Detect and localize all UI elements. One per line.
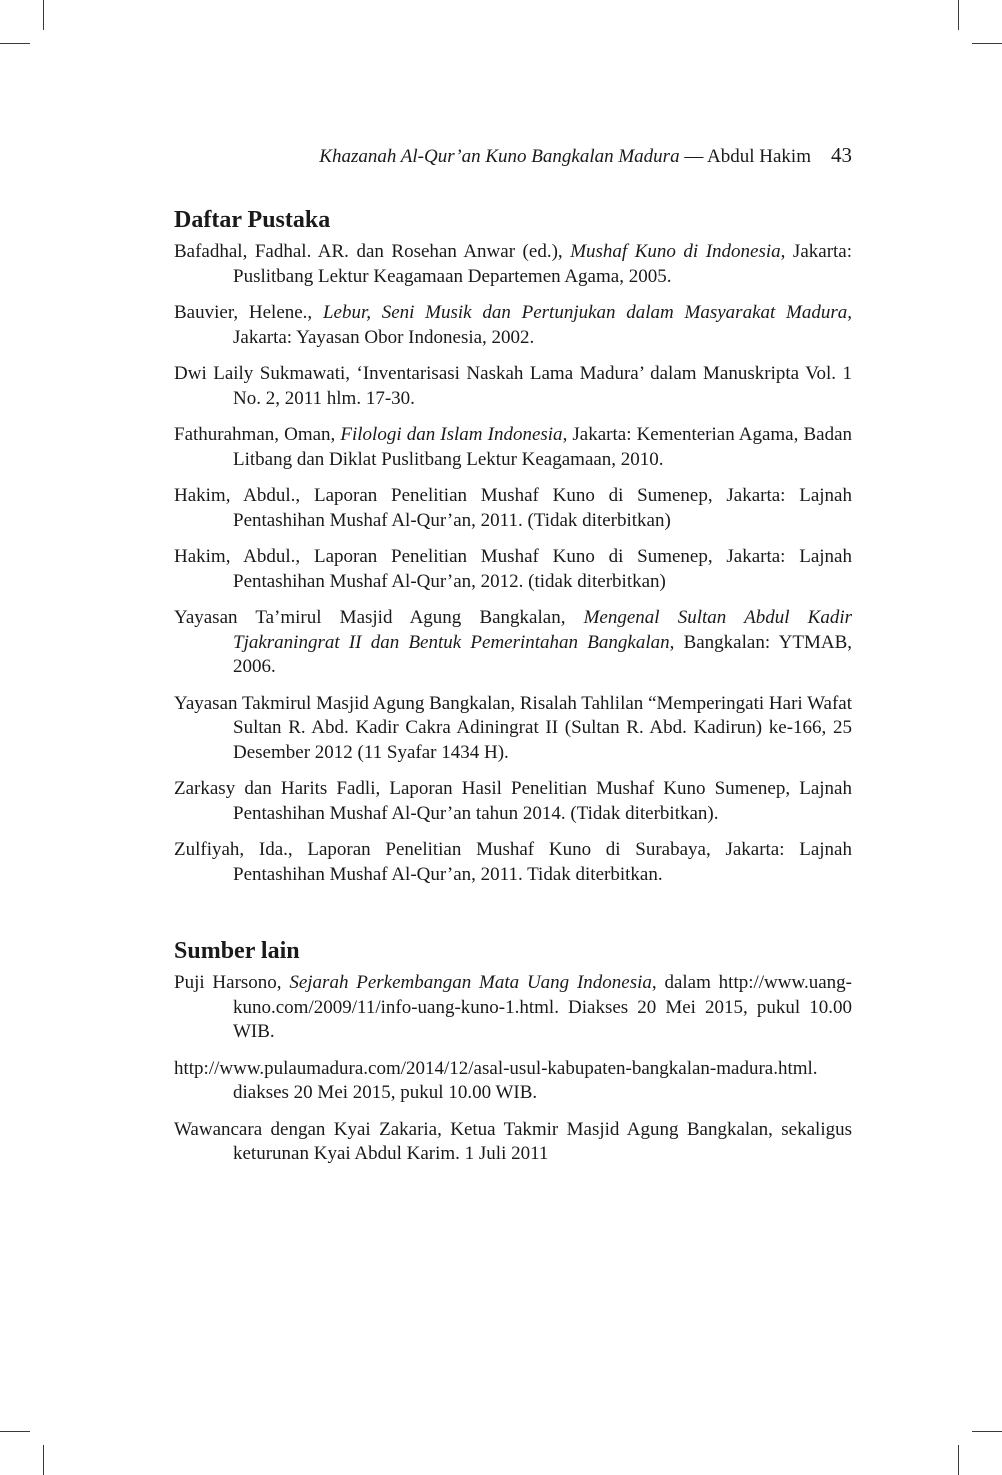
reference-entry: Yayasan Ta’mirul Masjid Agung Bangkalan, Mengenal Sultan Abdul Kadir Tjakraningrat II dan Bentuk Pemerintahan Bangkalan, Bangkalan: YTMAB, 2006. bbox=[174, 607, 852, 677]
reference-entry: http://www.pulaumadura.com/2014/12/asal-usul-kabupaten-bangkalan-madura.html. diakses 20 Mei 2015, pukul 10.00 WIB. bbox=[174, 1057, 818, 1103]
running-head bbox=[319, 142, 852, 170]
crop-mark bbox=[0, 43, 30, 44]
crop-mark bbox=[972, 43, 1002, 44]
reference-entry: Zulfiyah, Ida., Laporan Penelitian Mushaf Kuno di Surabaya, Jakarta: Lajnah Pentashihan Mushaf Al-Qur’an, 2011. Tidak diterbitkan. bbox=[174, 839, 852, 885]
crop-mark bbox=[0, 1431, 30, 1432]
reference-entry: Hakim, Abdul., Laporan Penelitian Mushaf Kuno di Sumenep, Jakarta: Lajnah Pentashihan Mushaf Al-Qur’an, 2011. (Tidak diterbitkan) bbox=[174, 485, 852, 531]
reference-entry: Bauvier, Helene., Lebur, Seni Musik dan Pertunjukan dalam Masyarakat Madura, Jakarta: Yayasan Obor Indonesia, 2002. bbox=[174, 302, 853, 348]
page-number: 43 bbox=[831, 143, 852, 167]
crop-mark bbox=[972, 1431, 1002, 1432]
crop-mark bbox=[958, 0, 959, 30]
author-name: Abdul Hakim bbox=[707, 146, 811, 167]
reference-entry: Dwi Laily Sukmawati, ‘Inventarisasi Naskah Lama Madura’ dalam Manuskripta Vol. 1 No. 2, 2011 hlm. 17-30. bbox=[174, 363, 852, 409]
title-separator: — bbox=[679, 146, 708, 167]
reference-entry: Bafadhal, Fadhal. AR. dan Rosehan Anwar (ed.), Mushaf Kuno di Indonesia, Jakarta: Puslitbang Lektur Keagamaan Departemen Agama, 2005. bbox=[174, 241, 853, 287]
crop-mark bbox=[958, 1445, 959, 1475]
section-heading: Sumber lain bbox=[174, 938, 300, 964]
page-content bbox=[174, 204, 852, 1179]
section-heading: Daftar Pustaka bbox=[174, 207, 331, 233]
other-sources-section bbox=[174, 935, 852, 1167]
crop-mark bbox=[43, 1445, 44, 1475]
reference-entry: Yayasan Takmirul Masjid Agung Bangkalan, Risalah Tahlilan “Memperingati Hari Wafat Sultan R. Abd. Kadir Cakra Adiningrat II (Sultan R. Abd. Kadirun) ke-166, 25 Desember 2012 (11 Syafar 1434 H). bbox=[174, 692, 852, 763]
reference-entry: Puji Harsono, Sejarah Perkembangan Mata Uang Indonesia, dalam http://www.uang-kuno.com/2009/11/info-uang-kuno-1.html. Diakses 20 Mei 2015, pukul 10.00 WIB. bbox=[174, 972, 852, 1042]
crop-mark bbox=[43, 0, 44, 30]
book-title: Khazanah Al-Qur’an Kuno Bangkalan Madura bbox=[319, 146, 680, 167]
reference-entry: Wawancara dengan Kyai Zakaria, Ketua Takmir Masjid Agung Bangkalan, sekaligus keturunan Kyai Abdul Karim. 1 Juli 2011 bbox=[174, 1118, 852, 1164]
bibliography-section bbox=[174, 204, 852, 887]
reference-entry: Fathurahman, Oman, Filologi dan Islam Indonesia, Jakarta: Kementerian Agama, Badan Litbang dan Diklat Puslitbang Lektur Keagamaan, 2010. bbox=[174, 424, 852, 470]
reference-entry: Zarkasy dan Harits Fadli, Laporan Hasil Penelitian Mushaf Kuno Sumenep, Lajnah Pentashihan Mushaf Al-Qur’an tahun 2014. (Tidak diterbitkan). bbox=[174, 778, 852, 824]
reference-entry: Hakim, Abdul., Laporan Penelitian Mushaf Kuno di Sumenep, Jakarta: Lajnah Pentashihan Mushaf Al-Qur’an, 2012. (tidak diterbitkan) bbox=[174, 546, 852, 592]
